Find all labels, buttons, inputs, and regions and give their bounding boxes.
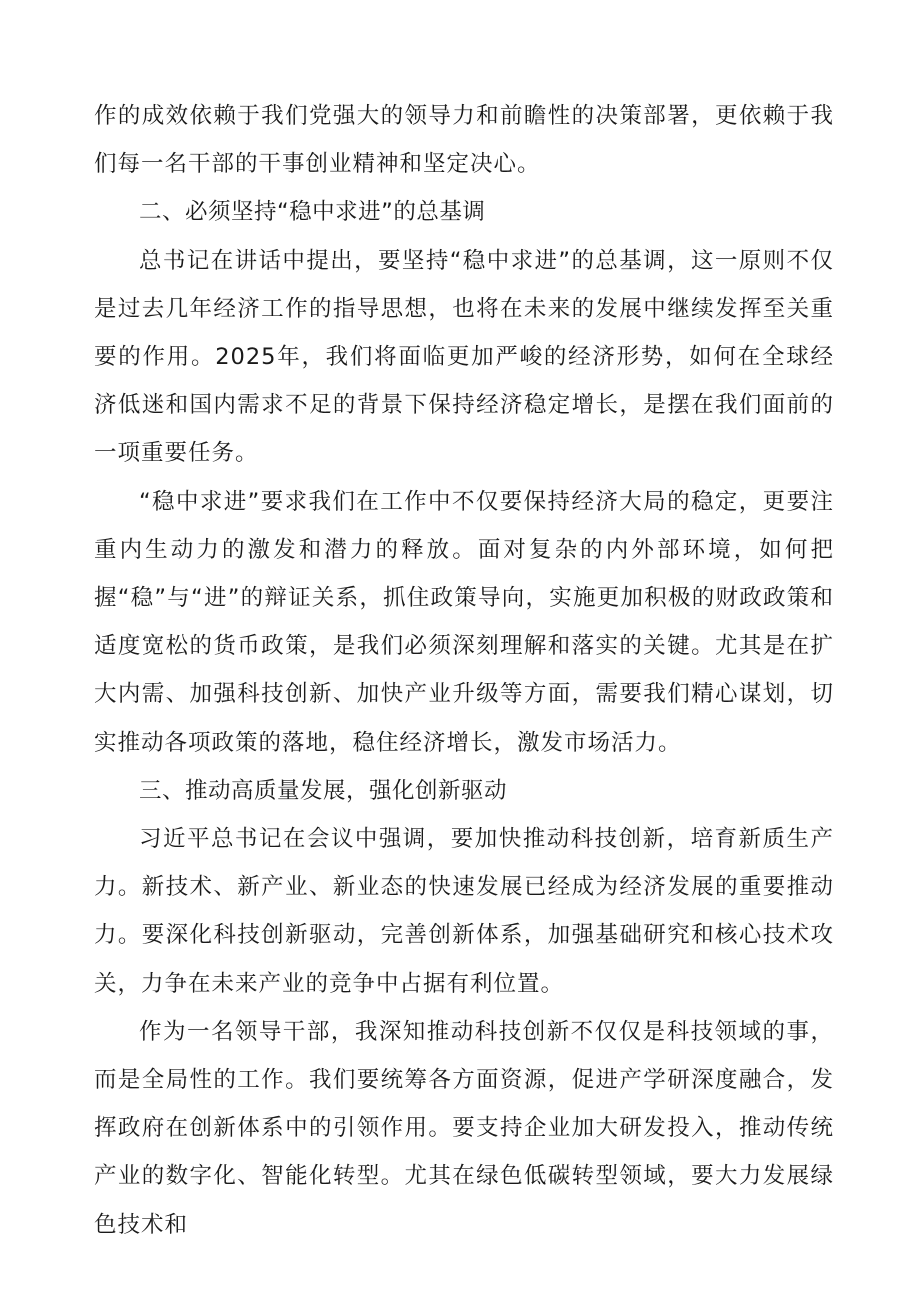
paragraph: “稳中求进”要求我们在工作中不仅要保持经济大局的稳定，更要注重内生动力的激发和潜力的释放。面对复杂的内外部环境，如何把握“稳”与“进”的辩证关系，抓住政策导向，实施更加积极的财政政策和适度宽松的货币政策，是我们必须深刻理解和落实的关键。尤其是在扩大内需、加强科技创新、加快产业升级等方面，需要我们精心谋划，切实推动各项政策的落地，稳住经济增长，激发市场活力。 — [94, 488, 834, 756]
document-page — [94, 92, 834, 1249]
section-heading-3: 三、推动高质量发展，强化创新驱动 — [139, 777, 508, 804]
paragraph-continuation: 作的成效依赖于我们党强大的领导力和前瞻性的决策部署，更依赖于我们每一名干部的干事创业精神和坚定决心。 — [94, 103, 834, 178]
section-heading-2: 二、必须坚持“稳中求进”的总基调 — [139, 199, 486, 226]
paragraph: 作为一名领导干部，我深知推动科技创新不仅仅是科技领域的事，而是全局性的工作。我们要统筹各方面资源，促进产学研深度融合，发挥政府在创新体系中的引领作用。要支持企业加大研发投入，推动传统产业的数字化、智能化转型。尤其在绿色低碳转型领域，要大力发展绿色技术和 — [94, 1018, 834, 1238]
paragraph: 总书记在讲话中提出，要坚持“稳中求进”的总基调，这一原则不仅是过去几年经济工作的指导思想，也将在未来的发展中继续发挥至关重要的作用。2025年，我们将面临更加严峻的经济形势，如何在全球经济低迷和国内需求不足的背景下保持经济稳定增长，是摆在我们面前的一项重要任务。 — [94, 247, 834, 467]
paragraph: 习近平总书记在会议中强调，要加快推动科技创新，培育新质生产力。新技术、新产业、新业态的快速发展已经成为经济发展的重要推动力。要深化科技创新驱动，完善创新体系，加强基础研究和核心技术攻关，力争在未来产业的竞争中占据有利位置。 — [94, 826, 834, 997]
